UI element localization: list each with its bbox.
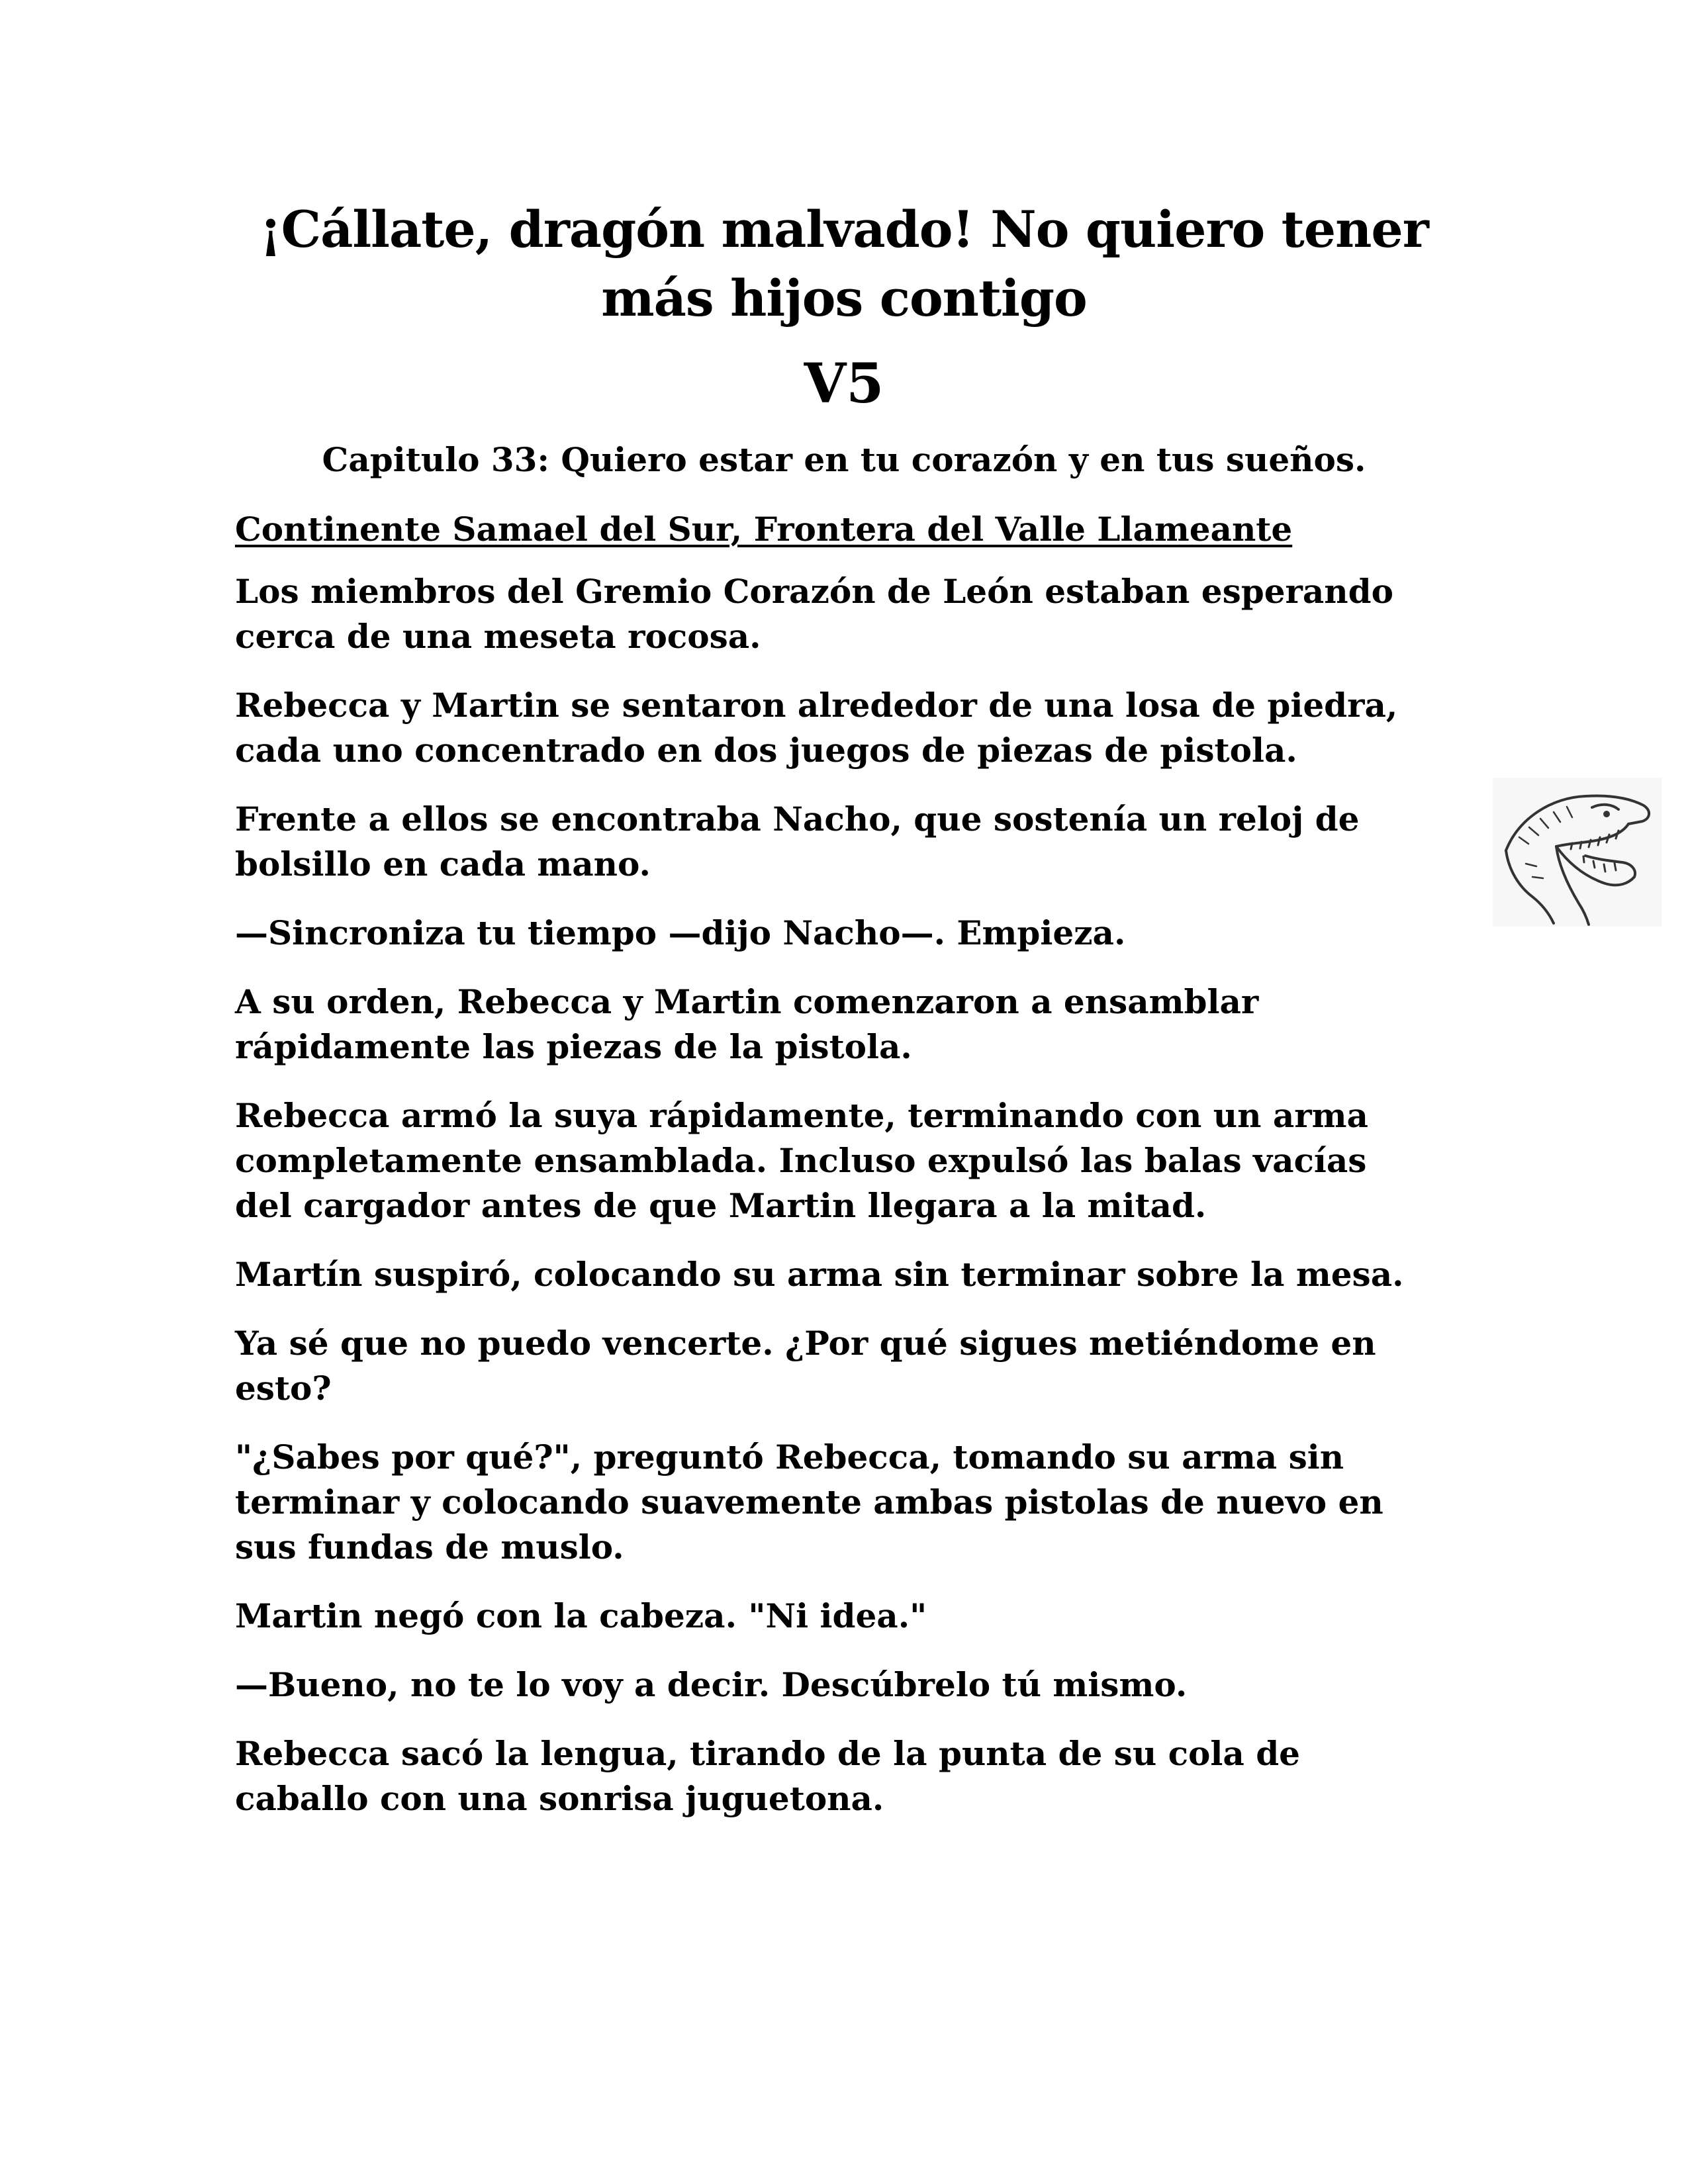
page-title: ¡Cállate, dragón malvado! No quiero tener más hijos contigo <box>259 200 1429 328</box>
dinosaur-head-icon <box>1493 778 1662 927</box>
paragraph: Rebecca armó la suya rápidamente, terminando con un arma completamente ensamblada. Incluso expulsó las balas vacías del cargador antes de que Martin llegara a la mitad. <box>235 1096 1368 1225</box>
paragraph: "¿Sabes por qué?", preguntó Rebecca, tomando su arma sin terminar y colocando suavemente ambas pistolas de nuevo en sus fundas de muslo. <box>235 1437 1383 1567</box>
paragraph: Rebecca y Martin se sentaron alrededor de una losa de piedra, cada uno concentrado en dos juegos de piezas de pistola. <box>235 686 1398 770</box>
location-heading: Continente Samael del Sur, Frontera del Valle Llameante <box>235 510 1293 549</box>
paragraph: A su orden, Rebecca y Martin comenzaron a ensamblar rápidamente las piezas de la pistola. <box>235 982 1259 1066</box>
paragraph: Ya sé que no puedo vencerte. ¿Por qué sigues metiéndome en esto? <box>235 1324 1376 1408</box>
paragraph: Frente a ellos se encontraba Nacho, que sostenía un reloj de bolsillo en cada mano. <box>235 799 1360 884</box>
paragraph: —Sincroniza tu tiempo —dijo Nacho—. Empieza. <box>235 913 1126 952</box>
chapter-heading: Capitulo 33: Quiero estar en tu corazón y en tus sueños. <box>322 440 1366 479</box>
paragraph: Martin negó con la cabeza. "Ni idea." <box>235 1596 927 1635</box>
paragraph: Martín suspiró, colocando su arma sin terminar sobre la mesa. <box>235 1255 1404 1294</box>
body-text <box>235 569 1493 1845</box>
paragraph: —Bueno, no te lo voy a decir. Descúbrelo tú mismo. <box>235 1665 1188 1704</box>
volume-label: V5 <box>804 352 884 416</box>
paragraph: Rebecca sacó la lengua, tirando de la punta de su cola de caballo con una sonrisa juguetona. <box>235 1734 1300 1818</box>
paragraph: Los miembros del Gremio Corazón de León estaban esperando cerca de una meseta rocosa. <box>235 572 1393 656</box>
